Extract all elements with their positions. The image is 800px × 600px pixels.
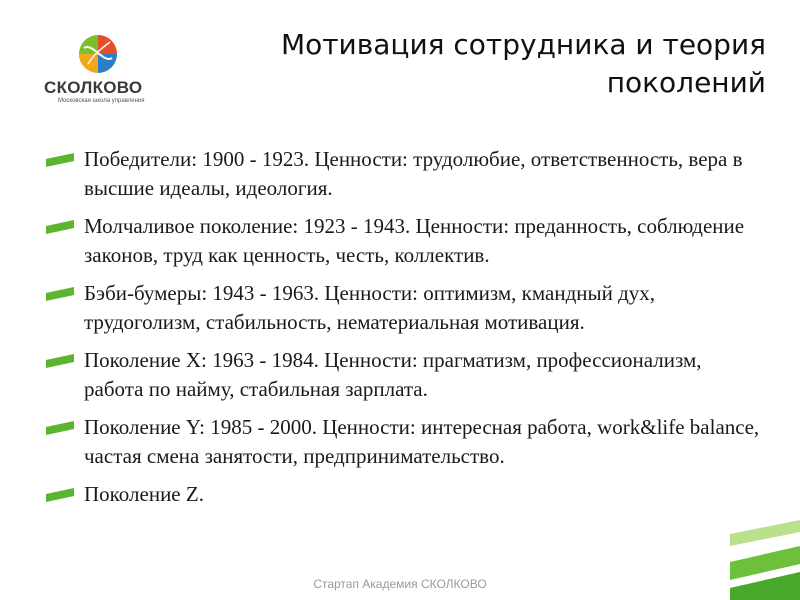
footer-text: Стартап Академия СКОЛКОВО	[313, 577, 487, 591]
bullet-stripe-icon	[46, 488, 74, 502]
bullet-text: Бэби-бумеры: 1943 - 1963. Ценности: оптимизм, кмандный дух, трудоголизм, стабильность, нематериальная мотивация.	[84, 281, 656, 334]
bullet-text: Поколение Z.	[84, 482, 204, 506]
bullet-item-3	[44, 279, 764, 337]
bullet-stripe-icon	[46, 220, 74, 234]
logo-subtitle: Московская школа управления	[58, 98, 145, 104]
bullet-list	[44, 145, 764, 518]
bullet-item-5	[44, 413, 764, 471]
logo-name: СКОЛКОВО	[44, 78, 143, 97]
bullet-text: Победители: 1900 - 1923. Ценности: трудолюбие, ответственность, вера в высшие идеалы, идеология.	[84, 147, 743, 200]
bullet-stripe-icon	[46, 354, 74, 368]
bullet-stripe-icon	[46, 287, 74, 301]
slide-title: Мотивация сотрудника и теория поколений	[280, 28, 766, 99]
bullet-item-6	[44, 480, 764, 509]
bullet-item-4	[44, 346, 764, 404]
skolkovo-logo-mark-icon	[78, 34, 118, 74]
bullet-stripe-icon	[46, 153, 74, 167]
bullet-text: Поколение X: 1963 - 1984. Ценности: прагматизм, профессионализм, работа по найму, стабильная зарплата.	[84, 348, 702, 401]
corner-stripes-decoration	[730, 520, 800, 600]
bullet-text: Поколение Y: 1985 - 2000. Ценности: интересная работа, work&life balance, частая смена занятости, предпринимательство.	[84, 415, 760, 468]
bullet-stripe-icon	[46, 421, 74, 435]
bullet-item-1	[44, 145, 764, 203]
bullet-text: Молчаливое поколение: 1923 - 1943. Ценности: преданность, соблюдение законов, труд как ценность, честь, коллектив.	[84, 214, 745, 267]
bullet-item-2	[44, 212, 764, 270]
skolkovo-logo	[40, 34, 152, 106]
